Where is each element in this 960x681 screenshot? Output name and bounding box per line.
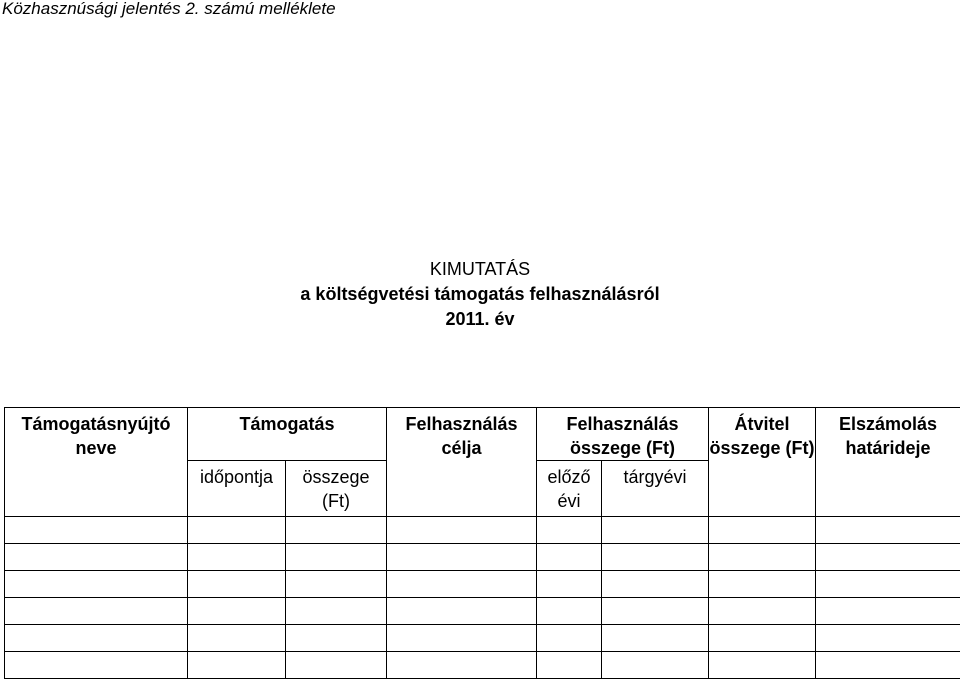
table-cell[interactable] (286, 571, 387, 598)
table-cell[interactable] (188, 652, 286, 679)
header-deadline: Elszámolás határideje (816, 408, 960, 517)
table-cell[interactable] (537, 652, 602, 679)
table-cell[interactable] (602, 598, 709, 625)
table-cell[interactable] (5, 652, 188, 679)
table-row (5, 625, 960, 652)
table-cell[interactable] (709, 571, 816, 598)
table-cell[interactable] (537, 544, 602, 571)
table-cell[interactable] (816, 652, 960, 679)
table-cell[interactable] (602, 544, 709, 571)
table-cell[interactable] (816, 625, 960, 652)
table-cell[interactable] (286, 517, 387, 544)
table-cell[interactable] (5, 625, 188, 652)
header-support-amount: összege (Ft) (286, 461, 387, 517)
table-cell[interactable] (188, 517, 286, 544)
table-cell[interactable] (188, 598, 286, 625)
table-cell[interactable] (709, 625, 816, 652)
header-support: Támogatás (188, 408, 387, 461)
table-row (5, 571, 960, 598)
table-cell[interactable] (5, 544, 188, 571)
table-cell[interactable] (816, 544, 960, 571)
table-cell[interactable] (387, 544, 537, 571)
title-line-3: 2011. év (445, 309, 515, 329)
table-row (5, 652, 960, 679)
header-usage-current: tárgyévi (602, 461, 709, 517)
table-cell[interactable] (387, 598, 537, 625)
table-cell[interactable] (816, 598, 960, 625)
table-cell[interactable] (5, 517, 188, 544)
table-cell[interactable] (709, 544, 816, 571)
header-provider: Támogatásnyújtó neve (5, 408, 188, 517)
table-cell[interactable] (602, 517, 709, 544)
table-row (5, 598, 960, 625)
header-usage-prev: előző évi (537, 461, 602, 517)
table-cell[interactable] (286, 625, 387, 652)
table-cell[interactable] (5, 571, 188, 598)
table-cell[interactable] (188, 625, 286, 652)
table-cell[interactable] (286, 598, 387, 625)
header-purpose: Felhasználás célja (387, 408, 537, 517)
header-support-date: időpontja (188, 461, 286, 517)
table-cell[interactable] (5, 598, 188, 625)
table-cell[interactable] (816, 571, 960, 598)
table-cell[interactable] (709, 598, 816, 625)
table-cell[interactable] (709, 517, 816, 544)
table-cell[interactable] (387, 625, 537, 652)
document-subtitle: Közhasznúsági jelentés 2. számú melléklete (2, 0, 336, 18)
table-cell[interactable] (537, 517, 602, 544)
support-table (4, 407, 960, 679)
table-cell[interactable] (602, 625, 709, 652)
table-cell[interactable] (709, 652, 816, 679)
title-line-1: KIMUTATÁS (429, 259, 531, 279)
table-cell[interactable] (537, 598, 602, 625)
table-cell[interactable] (537, 571, 602, 598)
table-cell[interactable] (537, 625, 602, 652)
title-line-2: a költségvetési támogatás felhasználásról (300, 284, 660, 304)
table-cell[interactable] (387, 517, 537, 544)
header-usage-amount: Felhasználás összege (Ft) (537, 408, 709, 461)
table-cell[interactable] (286, 652, 387, 679)
table-cell[interactable] (188, 571, 286, 598)
header-transfer: Átvitel összege (Ft) (709, 408, 816, 517)
table-cell[interactable] (602, 652, 709, 679)
table-cell[interactable] (188, 544, 286, 571)
table-cell[interactable] (286, 544, 387, 571)
table-cell[interactable] (387, 652, 537, 679)
table-cell[interactable] (816, 517, 960, 544)
table-row (5, 517, 960, 544)
table-cell[interactable] (387, 571, 537, 598)
title-block (0, 257, 960, 332)
table-cell[interactable] (602, 571, 709, 598)
table-row (5, 544, 960, 571)
